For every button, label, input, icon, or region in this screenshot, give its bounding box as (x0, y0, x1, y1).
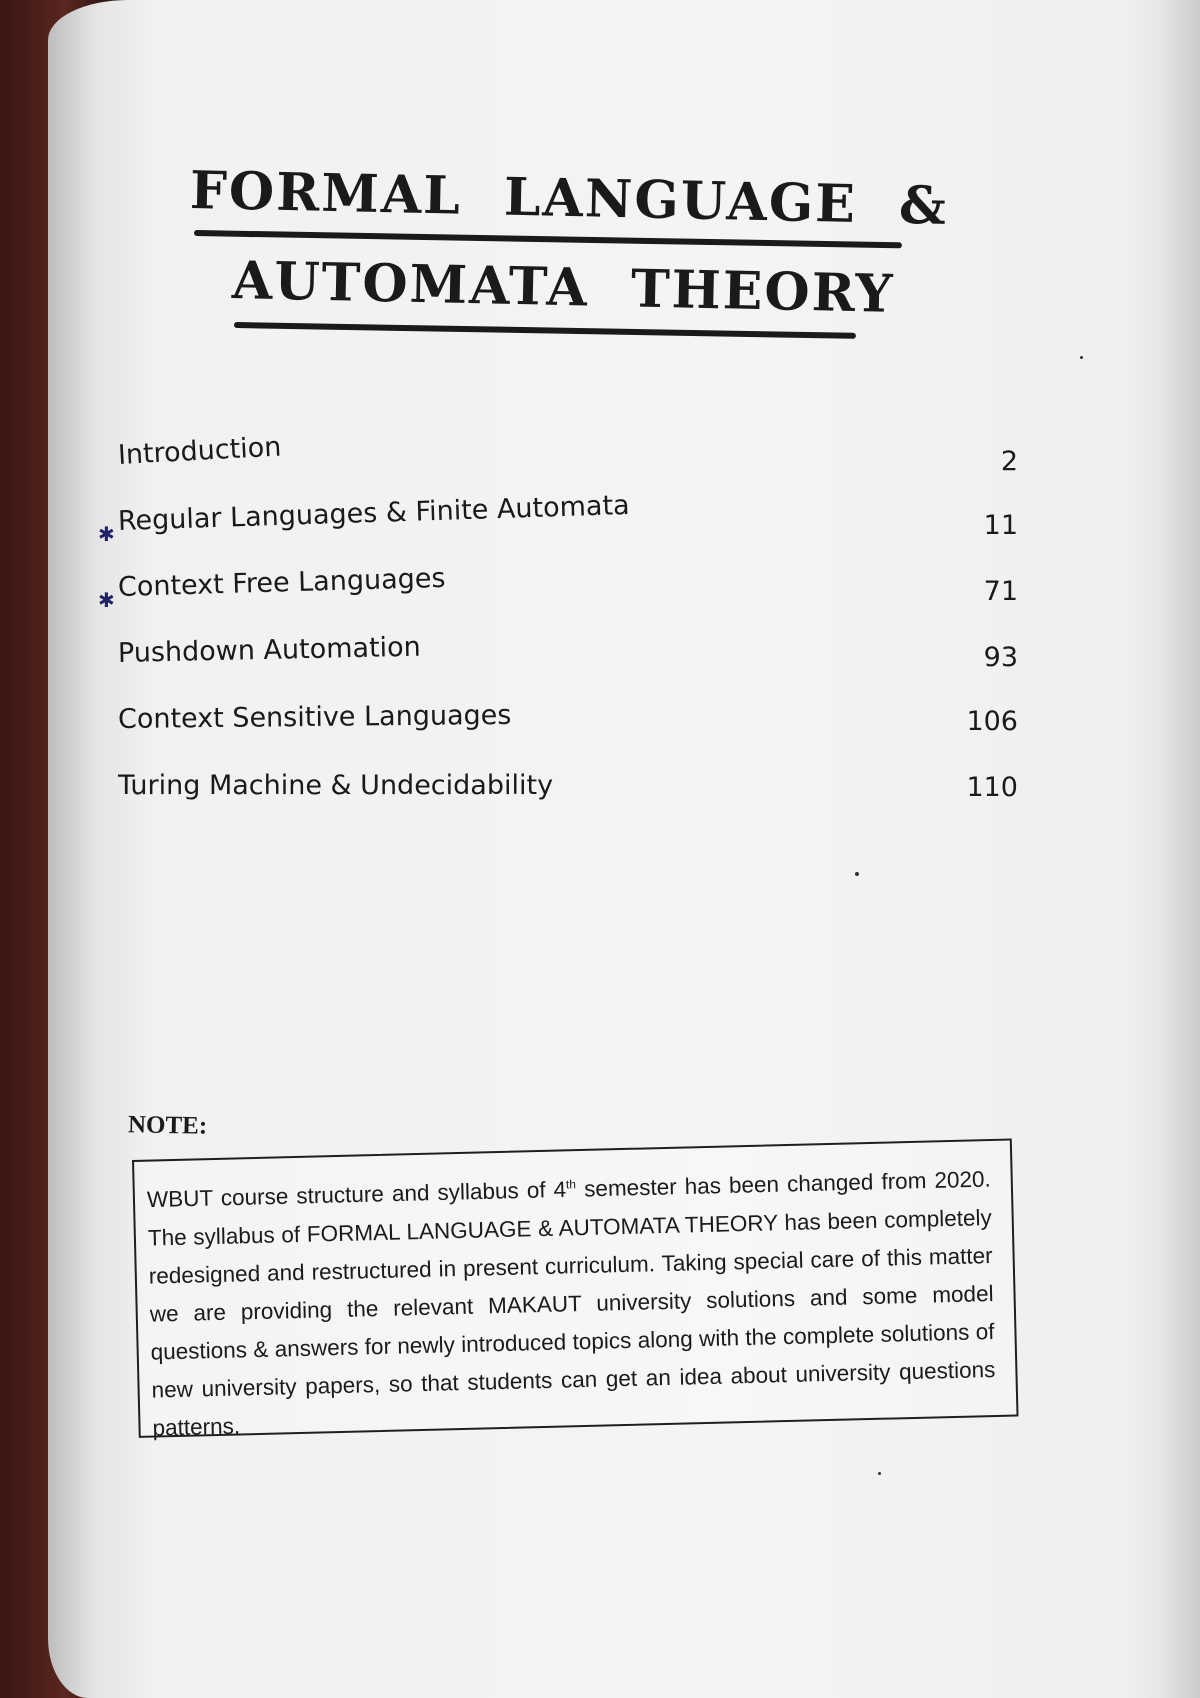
dust-speck (878, 1472, 881, 1475)
toc-item-page: 11 (983, 510, 1018, 541)
toc-row (117, 431, 1018, 490)
pen-star-mark-icon: ✱ (98, 590, 115, 612)
note-superscript: th (565, 1177, 577, 1192)
toc-row (117, 631, 1018, 688)
title-line-2: AUTOMATA THEORY (231, 250, 896, 325)
title-line-1: FORMAL LANGUAGE & (189, 160, 949, 237)
toc-item-page: 2 (1000, 446, 1018, 477)
toc-item-title: Introduction (117, 431, 283, 471)
note-text-part-1: WBUT course structure and syllabus of 4 (146, 1176, 567, 1213)
toc-item-title: Context Free Languages (117, 562, 446, 603)
dust-speck (1080, 356, 1083, 359)
page-edge-shadow (1160, 0, 1200, 1698)
toc-item-page: 71 (983, 576, 1018, 607)
toc-item-title: Context Sensitive Languages (117, 699, 512, 735)
toc-row (98, 489, 1018, 556)
toc-row (118, 770, 1018, 820)
table-of-contents (98, 431, 1018, 820)
toc-item-title: Turing Machine & Undecidability (118, 770, 554, 801)
toc-item-page: 93 (983, 642, 1018, 673)
note-text-part-2: semester has been changed from 2020. The syllabus of FORMAL LANGUAGE & AUTOMATA THEORY has been completely redesigned and restructured in present curriculum. Taking special care of this matter we are providing the relevant MAKAUT university solutions and some model questions & answers for newly introduced topics along with the complete solutions of new university papers, so that students can get an idea about university questions patterns. (147, 1166, 996, 1441)
note-label: NOTE: (127, 1111, 208, 1140)
note-text (146, 1155, 996, 1447)
toc-item-title: Regular Languages & Finite Automata (117, 489, 631, 537)
toc-item-title: Pushdown Automation (117, 631, 422, 669)
dust-speck (855, 872, 859, 876)
pen-star-mark-icon: ✱ (98, 524, 115, 546)
title-underline-2 (234, 322, 856, 339)
toc-row (98, 562, 1018, 622)
toc-row (117, 699, 1018, 754)
chapter-title (189, 150, 949, 340)
toc-item-page: 110 (966, 772, 1018, 803)
note-box (132, 1138, 1019, 1441)
toc-item-page: 106 (966, 706, 1018, 737)
